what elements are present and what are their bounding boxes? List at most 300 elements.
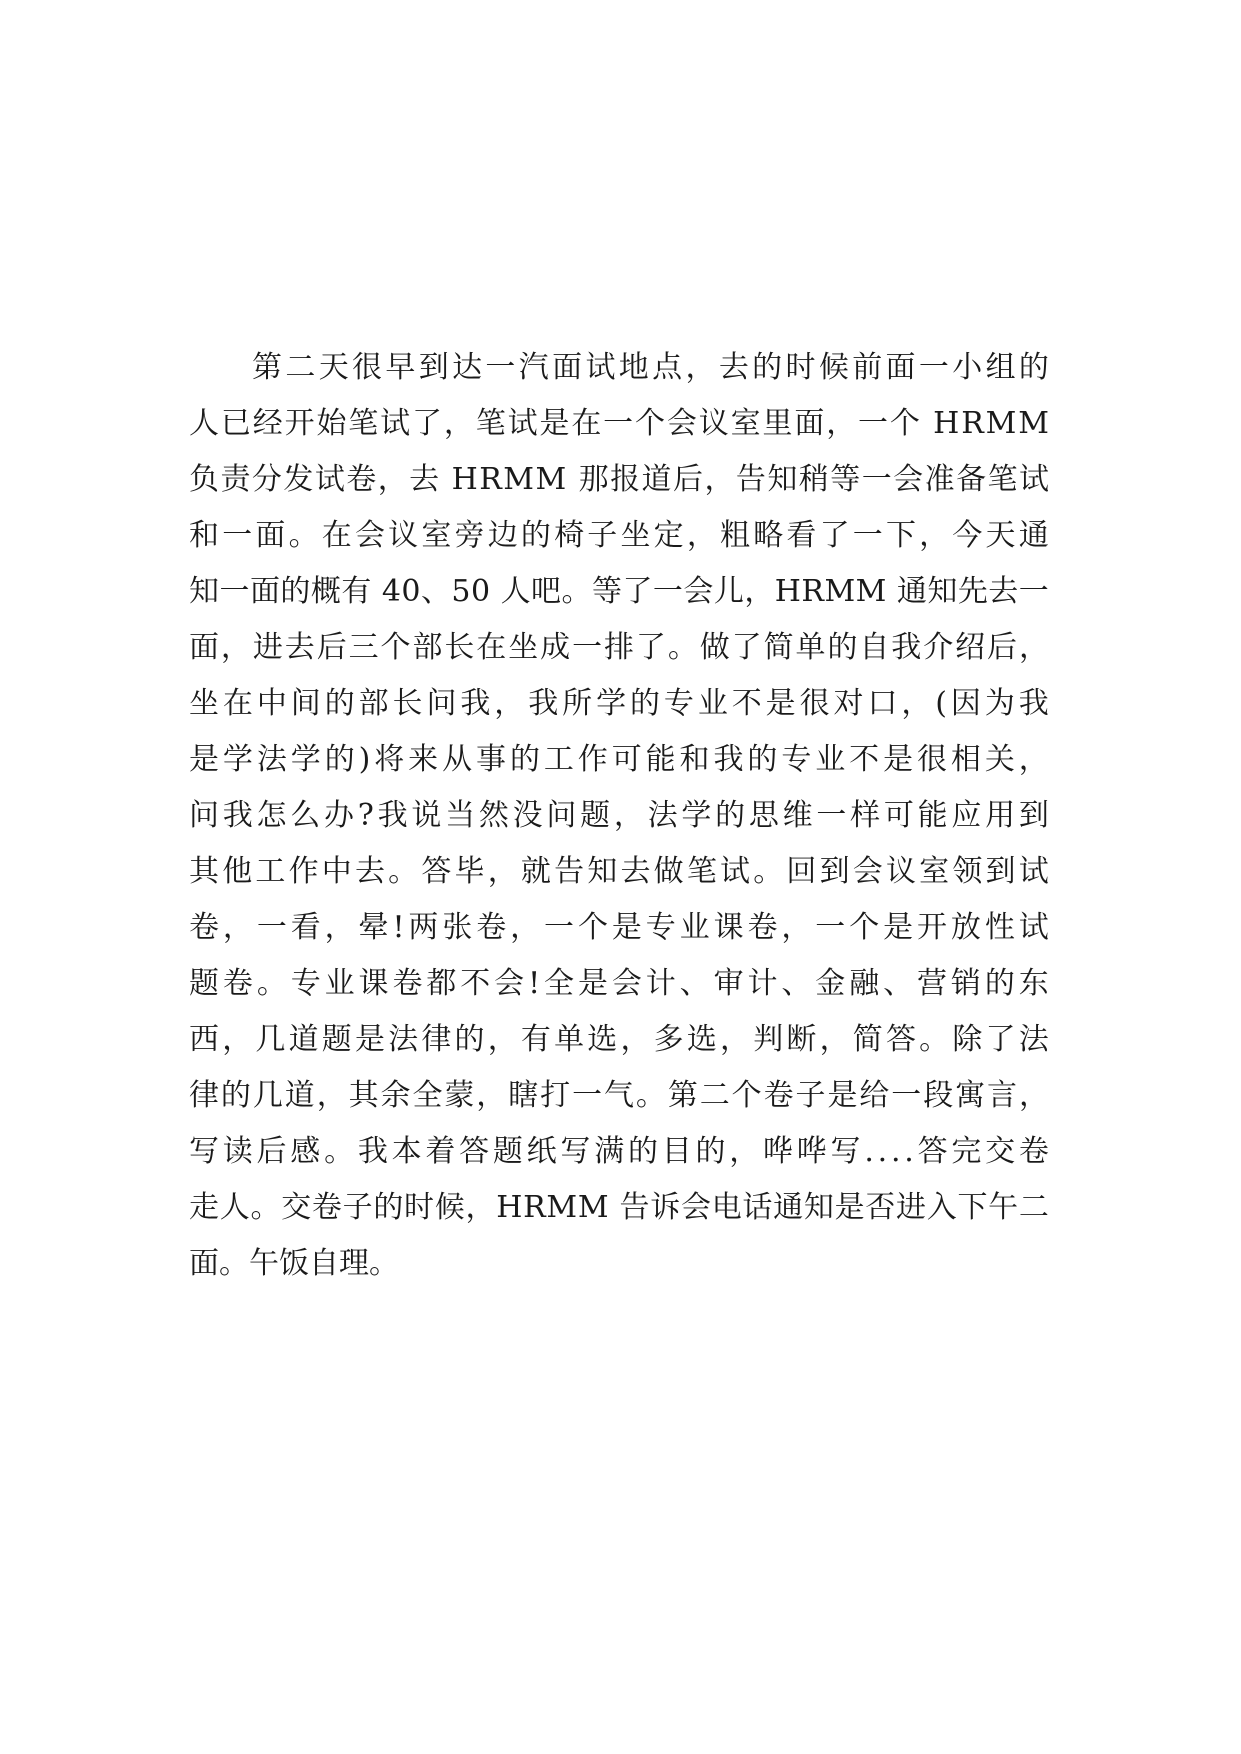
text-glyph: 是 xyxy=(611,910,642,945)
text-glyph: 卷 xyxy=(346,462,377,497)
text-glyph: 销 xyxy=(950,966,981,1001)
text-glyph: 候 xyxy=(818,350,849,385)
text-glyph: M xyxy=(985,406,1017,441)
text-glyph: 报 xyxy=(610,462,641,497)
text-glyph: 是 xyxy=(834,1190,865,1225)
text-glyph: 是 xyxy=(189,742,219,777)
text-glyph: 了 xyxy=(622,574,653,609)
text-glyph: 议 xyxy=(885,854,916,889)
text-glyph: 纸 xyxy=(526,1134,557,1169)
text-glyph: 工 xyxy=(255,854,286,889)
text-glyph: 面 xyxy=(885,350,916,385)
text-glyph: 一 xyxy=(652,574,683,609)
text-glyph: 介 xyxy=(923,630,954,665)
text-glyph: 试 xyxy=(380,406,411,441)
text-glyph: 。 xyxy=(667,630,698,665)
text-glyph: 笔 xyxy=(348,406,379,441)
text-glyph: 看 xyxy=(786,518,817,553)
text-glyph: 思 xyxy=(748,798,779,833)
text-glyph: 面 xyxy=(552,350,583,385)
text-glyph: 金 xyxy=(815,966,846,1001)
text-glyph: 答 xyxy=(459,1134,490,1169)
text-glyph: 是 xyxy=(827,1078,858,1113)
text-glyph: 。 xyxy=(635,1078,666,1113)
text-glyph: 人 xyxy=(500,574,531,609)
text-glyph: 走 xyxy=(189,1190,219,1225)
text-glyph: 二 xyxy=(1018,1190,1049,1225)
text-glyph: 。 xyxy=(388,854,419,889)
text-glyph: R xyxy=(479,462,502,497)
text-glyph: 不 xyxy=(849,742,880,777)
text-glyph: ， xyxy=(222,910,253,945)
text-glyph: 中 xyxy=(321,854,352,889)
text-glyph: 部 xyxy=(412,630,443,665)
text-glyph: 能 xyxy=(917,798,948,833)
text-glyph: 一 xyxy=(852,518,883,553)
text-glyph: 业 xyxy=(815,742,846,777)
text-glyph: 午 xyxy=(988,1190,1019,1225)
text-glyph: 律 xyxy=(421,1022,452,1057)
text-glyph: 计 xyxy=(747,966,778,1001)
text-glyph: 法 xyxy=(388,1022,419,1057)
text-glyph: 人 xyxy=(219,1190,250,1225)
text-glyph: 卷 xyxy=(189,910,219,945)
text-glyph: 时 xyxy=(785,350,816,385)
text-glyph: ， xyxy=(919,518,950,553)
text-line xyxy=(189,1012,1049,1068)
text-glyph: 0 xyxy=(401,574,421,609)
text-glyph: 一 xyxy=(219,574,250,609)
text-line xyxy=(189,1068,1049,1124)
text-glyph: 否 xyxy=(865,1190,896,1225)
text-glyph: 下 xyxy=(957,1190,988,1225)
text-glyph: 、 xyxy=(679,966,710,1001)
text-glyph: 做 xyxy=(699,630,730,665)
text-glyph: ， xyxy=(620,1022,651,1057)
text-line xyxy=(189,1124,1049,1180)
text-glyph: 组 xyxy=(985,350,1016,385)
text-glyph: 后 xyxy=(316,630,347,665)
text-glyph: 都 xyxy=(426,966,457,1001)
text-glyph: 面 xyxy=(255,518,286,553)
text-glyph: 一 xyxy=(222,518,253,553)
text-glyph: 其 xyxy=(189,854,219,889)
text-glyph: 专 xyxy=(781,742,812,777)
text-glyph: 着 xyxy=(425,1134,456,1169)
text-glyph: 4 xyxy=(381,574,401,609)
text-glyph: 给 xyxy=(859,1078,890,1113)
text-glyph: 能 xyxy=(645,742,676,777)
text-glyph: 维 xyxy=(782,798,813,833)
text-glyph: 的 xyxy=(827,630,858,665)
text-glyph: 没 xyxy=(512,798,543,833)
text-glyph: 我 xyxy=(357,1134,388,1169)
text-glyph: 的 xyxy=(629,686,660,721)
text-glyph: 的 xyxy=(454,1022,485,1057)
text-glyph: 本 xyxy=(391,1134,422,1169)
text-glyph: 口 xyxy=(867,686,898,721)
text-glyph: 我 xyxy=(1018,686,1049,721)
text-glyph: 单 xyxy=(795,630,826,665)
text-glyph: 试 xyxy=(314,462,345,497)
text-glyph: 一 xyxy=(603,406,634,441)
text-glyph: 看 xyxy=(290,910,321,945)
text-glyph: 其 xyxy=(348,1078,379,1113)
text-glyph: 是 xyxy=(765,686,796,721)
text-glyph: 间 xyxy=(290,686,321,721)
text-glyph: 达 xyxy=(452,350,483,385)
text-glyph: 一 xyxy=(816,798,847,833)
text-glyph: 有 xyxy=(341,574,372,609)
text-glyph: 一 xyxy=(861,462,892,497)
text-line xyxy=(189,340,1049,396)
text-glyph: 因 xyxy=(950,686,981,721)
text-glyph: 放 xyxy=(950,910,981,945)
text-glyph: 发 xyxy=(283,462,314,497)
text-glyph: 排 xyxy=(603,630,634,665)
text-glyph: 经 xyxy=(252,406,283,441)
text-glyph: 满 xyxy=(594,1134,625,1169)
text-glyph: 作 xyxy=(577,742,608,777)
text-glyph: 0 xyxy=(470,574,491,609)
text-glyph: 感 xyxy=(290,1134,321,1169)
text-glyph: H xyxy=(933,406,960,441)
text-glyph: . xyxy=(904,1134,914,1169)
text-glyph: 的 xyxy=(715,798,746,833)
text-glyph: 的 xyxy=(984,966,1015,1001)
text-glyph: 问 xyxy=(546,798,577,833)
text-glyph: 试 xyxy=(507,406,538,441)
text-glyph: 到 xyxy=(819,854,850,889)
text-glyph: 。 xyxy=(288,518,319,553)
text-glyph: 一 xyxy=(1018,574,1049,609)
text-glyph: 了 xyxy=(412,406,443,441)
text-glyph: 开 xyxy=(284,406,315,441)
text-glyph: 可 xyxy=(611,742,642,777)
text-glyph: 对 xyxy=(833,686,864,721)
text-glyph: 的 xyxy=(520,518,551,553)
text-line: 面。午饭自理。 xyxy=(189,1246,399,1281)
text-glyph: 那 xyxy=(578,462,609,497)
text-glyph: M xyxy=(535,462,567,497)
text-glyph: 一 xyxy=(815,910,846,945)
text-glyph: 成 xyxy=(540,630,571,665)
text-glyph: ， xyxy=(720,1022,750,1057)
text-glyph: 题 xyxy=(580,798,611,833)
text-glyph: 电 xyxy=(711,1190,742,1225)
text-glyph: 的 xyxy=(627,1134,658,1169)
text-glyph: 就 xyxy=(520,854,551,889)
text-glyph: ? xyxy=(357,798,374,833)
text-glyph: 去 xyxy=(718,350,749,385)
text-glyph: 入 xyxy=(926,1190,957,1225)
text-glyph: 打 xyxy=(540,1078,571,1113)
text-glyph: 面 xyxy=(189,630,219,665)
text-glyph: 完 xyxy=(951,1134,982,1169)
text-glyph: 长 xyxy=(444,630,475,665)
text-glyph: 进 xyxy=(252,630,283,665)
text-glyph: 第 xyxy=(252,350,282,385)
text-glyph: 略 xyxy=(753,518,784,553)
text-glyph: 写 xyxy=(830,1134,861,1169)
text-glyph xyxy=(441,452,451,508)
text-glyph: 卷 xyxy=(392,966,423,1001)
text-glyph: 汽 xyxy=(518,350,549,385)
text-glyph: 点 xyxy=(652,350,683,385)
text-glyph xyxy=(568,452,578,508)
text-glyph: 和 xyxy=(679,742,710,777)
text-glyph: 粗 xyxy=(720,518,750,553)
text-glyph: 来 xyxy=(408,742,439,777)
text-glyph: 是 xyxy=(577,966,608,1001)
text-glyph: 为 xyxy=(984,686,1015,721)
text-glyph: 子 xyxy=(587,518,618,553)
text-glyph: 不 xyxy=(460,966,491,1001)
text-glyph: 和 xyxy=(189,518,219,553)
text-glyph: 笔 xyxy=(475,406,506,441)
text-glyph: 告 xyxy=(735,462,766,497)
text-glyph: 的 xyxy=(1018,350,1049,385)
text-glyph: 学 xyxy=(222,742,253,777)
text-glyph: 性 xyxy=(984,910,1015,945)
text-glyph: 专 xyxy=(645,910,676,945)
text-glyph: 面 xyxy=(794,406,825,441)
text-glyph xyxy=(609,1180,619,1236)
text-glyph: 椅 xyxy=(554,518,585,553)
text-glyph: 一 xyxy=(544,910,575,945)
text-glyph: 我 xyxy=(528,686,559,721)
text-glyph: 从 xyxy=(442,742,473,777)
text-glyph: 答 xyxy=(885,1022,916,1057)
text-glyph: 已 xyxy=(220,406,251,441)
text-glyph: R xyxy=(523,1190,546,1225)
text-glyph: 、 xyxy=(781,966,812,1001)
text-glyph: 负 xyxy=(189,462,219,497)
text-glyph: 地 xyxy=(618,350,649,385)
text-glyph: 二 xyxy=(285,350,316,385)
text-glyph: ， xyxy=(1018,742,1049,777)
text-line xyxy=(189,452,1049,508)
text-glyph: 人 xyxy=(189,406,219,441)
text-glyph: 道 xyxy=(288,1022,319,1057)
text-glyph: 面 xyxy=(249,574,280,609)
text-glyph: 写 xyxy=(189,1134,219,1169)
text-glyph: ， xyxy=(704,462,735,497)
text-glyph: 自 xyxy=(859,630,890,665)
text-glyph: 业 xyxy=(697,686,728,721)
text-glyph: 么 xyxy=(290,798,321,833)
text-glyph: 一 xyxy=(572,630,603,665)
text-glyph: 。 xyxy=(561,574,592,609)
text-glyph: ! xyxy=(528,966,541,1001)
text-glyph: 去 xyxy=(620,854,651,889)
text-glyph: 法 xyxy=(647,798,678,833)
text-glyph: 的 xyxy=(280,574,311,609)
text-glyph xyxy=(491,564,501,620)
text-glyph: 课 xyxy=(358,966,389,1001)
text-glyph: 室 xyxy=(730,406,761,441)
text-glyph: 一 xyxy=(891,1078,922,1113)
text-glyph: 天 xyxy=(318,350,349,385)
text-glyph: 到 xyxy=(1018,798,1049,833)
text-glyph: 审 xyxy=(713,966,744,1001)
text-glyph: 的 xyxy=(695,1134,726,1169)
text-glyph: ， xyxy=(781,910,812,945)
text-glyph: 哗 xyxy=(763,1134,794,1169)
text-glyph: 告 xyxy=(554,854,585,889)
text-glyph: 今 xyxy=(952,518,983,553)
text-glyph: 卷 xyxy=(476,910,507,945)
text-glyph: ( xyxy=(935,686,947,721)
text-line xyxy=(189,900,1049,956)
text-glyph: ， xyxy=(1018,1078,1049,1113)
text-glyph: 有 xyxy=(520,1022,551,1057)
text-glyph: ， xyxy=(476,1078,507,1113)
text-line xyxy=(189,788,1049,844)
text-glyph: 读 xyxy=(222,1134,253,1169)
text-glyph: 准 xyxy=(924,462,955,497)
text-glyph: 题 xyxy=(321,1022,352,1057)
text-glyph: 会 xyxy=(680,1190,711,1225)
text-glyph xyxy=(922,396,932,452)
text-glyph: 小 xyxy=(952,350,983,385)
text-glyph: 的 xyxy=(747,742,778,777)
text-glyph: 知 xyxy=(587,854,618,889)
text-glyph: . xyxy=(864,1134,874,1169)
text-glyph: 关 xyxy=(984,742,1015,777)
text-glyph: 法 xyxy=(256,742,287,777)
text-glyph: M xyxy=(1018,406,1049,441)
text-glyph: 先 xyxy=(957,574,988,609)
text-glyph: 通 xyxy=(1018,518,1049,553)
text-glyph: 领 xyxy=(952,854,983,889)
text-glyph: 东 xyxy=(1018,966,1049,1001)
text-glyph: ， xyxy=(901,686,932,721)
text-glyph: 知 xyxy=(767,462,798,497)
text-glyph: ， xyxy=(220,630,251,665)
text-glyph: 个 xyxy=(889,406,920,441)
text-glyph: 在 xyxy=(321,518,352,553)
text-glyph: 说 xyxy=(411,798,442,833)
text-glyph: 个 xyxy=(731,1078,762,1113)
text-glyph: 吧 xyxy=(531,574,562,609)
text-glyph: 很 xyxy=(799,686,830,721)
text-glyph: 除 xyxy=(952,1022,983,1057)
text-glyph: 后 xyxy=(256,1134,287,1169)
text-glyph: 问 xyxy=(189,798,219,833)
text-glyph: 会 xyxy=(354,518,385,553)
text-glyph: 里 xyxy=(762,406,793,441)
text-glyph: ， xyxy=(316,1078,347,1113)
text-glyph: 段 xyxy=(923,1078,954,1113)
text-glyph: 会 xyxy=(852,854,883,889)
text-glyph: 在 xyxy=(222,686,253,721)
text-glyph: 营 xyxy=(917,966,947,1001)
text-glyph: ， xyxy=(494,686,525,721)
text-glyph: 。 xyxy=(256,966,287,1001)
text-glyph: 我 xyxy=(460,686,491,721)
text-glyph: 会 xyxy=(893,462,924,497)
text-glyph: ， xyxy=(487,854,518,889)
text-glyph: ， xyxy=(613,798,644,833)
text-glyph: 、 xyxy=(883,966,914,1001)
text-glyph: 计 xyxy=(645,966,676,1001)
text-glyph: H xyxy=(496,1190,523,1225)
text-glyph: 去 xyxy=(988,574,1019,609)
text-glyph: 坐 xyxy=(620,518,651,553)
text-glyph: ! xyxy=(392,910,405,945)
text-glyph: 是 xyxy=(883,742,914,777)
text-glyph: 在 xyxy=(571,406,602,441)
text-line xyxy=(189,620,1049,676)
text-glyph: 道 xyxy=(641,462,672,497)
text-glyph: 定 xyxy=(653,518,684,553)
text-glyph: 了 xyxy=(731,630,762,665)
text-glyph: 知 xyxy=(803,1190,834,1225)
text-glyph: 多 xyxy=(653,1022,684,1057)
text-glyph: ， xyxy=(826,406,857,441)
text-glyph: 选 xyxy=(587,1022,618,1057)
text-glyph: 个 xyxy=(577,910,608,945)
text-line xyxy=(189,956,1049,1012)
text-glyph: 通 xyxy=(773,1190,804,1225)
text-glyph: 作 xyxy=(288,854,319,889)
text-glyph: 了 xyxy=(985,1022,1016,1057)
text-glyph: 会 xyxy=(611,966,642,1001)
text-glyph: M xyxy=(855,574,887,609)
text-glyph: ， xyxy=(465,1190,496,1225)
text-glyph: 中 xyxy=(256,686,287,721)
text-glyph: 卷 xyxy=(763,1078,794,1113)
text-glyph: 题 xyxy=(189,966,219,1001)
text-line xyxy=(189,676,1049,732)
text-glyph: 试 xyxy=(1018,854,1049,889)
text-glyph: 分 xyxy=(251,462,282,497)
text-glyph: 哗 xyxy=(796,1134,827,1169)
text-glyph: 室 xyxy=(919,854,950,889)
text-glyph: 道 xyxy=(284,1078,315,1113)
text-glyph: 的 xyxy=(220,1078,251,1113)
text-glyph: 我 xyxy=(713,742,744,777)
text-glyph: 通 xyxy=(896,574,927,609)
text-glyph: 。 xyxy=(919,1022,950,1057)
text-glyph: 毕 xyxy=(454,854,485,889)
text-glyph: 天 xyxy=(985,518,1016,553)
text-glyph: 知 xyxy=(189,574,219,609)
text-glyph: 室 xyxy=(421,518,452,553)
text-glyph: 可 xyxy=(883,798,914,833)
text-glyph: 后 xyxy=(987,630,1018,665)
text-glyph: 寓 xyxy=(955,1078,986,1113)
text-glyph: . xyxy=(890,1134,901,1169)
text-glyph: 简 xyxy=(763,630,794,665)
text-glyph: ， xyxy=(487,1022,518,1057)
text-glyph: 交 xyxy=(281,1190,312,1225)
text-glyph: 会 xyxy=(683,574,714,609)
text-glyph: 第 xyxy=(667,1078,698,1113)
text-glyph: . xyxy=(877,1134,888,1169)
text-glyph: 时 xyxy=(404,1190,435,1225)
text-glyph: 试 xyxy=(1018,462,1049,497)
text-glyph: 课 xyxy=(713,910,744,945)
text-glyph: 判 xyxy=(753,1022,784,1057)
text-glyph: 早 xyxy=(385,350,416,385)
text-glyph: 交 xyxy=(985,1134,1016,1169)
text-glyph: 选 xyxy=(686,1022,717,1057)
text-glyph: 。 xyxy=(250,1190,281,1225)
text-glyph: 等 xyxy=(591,574,622,609)
text-glyph: 一 xyxy=(918,350,949,385)
